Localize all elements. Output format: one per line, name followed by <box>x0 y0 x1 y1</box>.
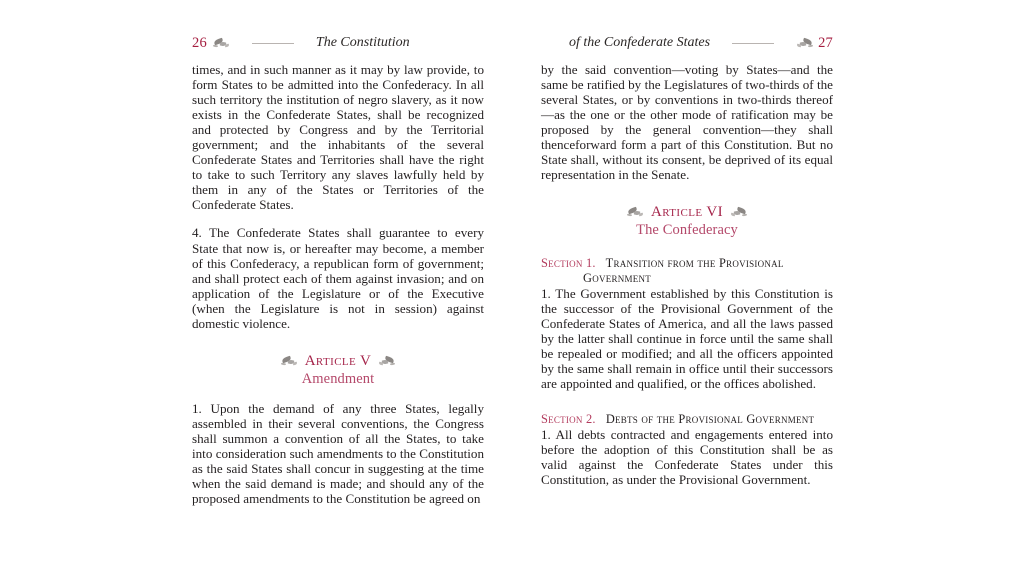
section-title-continuation: Government <box>583 270 651 285</box>
leaf-ornament-icon <box>627 207 644 218</box>
page-number-left: 26 <box>192 34 207 51</box>
section-heading <box>541 256 833 285</box>
running-head-left <box>192 35 410 51</box>
right-column <box>541 62 833 506</box>
leaf-ornament-icon <box>796 38 813 49</box>
head-rule-right <box>732 43 774 44</box>
section-block-2 <box>541 412 833 488</box>
section-heading <box>541 412 833 426</box>
section-label: Section 1. <box>541 256 596 271</box>
page-number-right: 27 <box>818 34 833 51</box>
head-rule-left <box>252 43 294 44</box>
section-label: Section 2. <box>541 411 596 426</box>
leaf-ornament-icon <box>281 356 298 367</box>
text-columns <box>192 62 833 506</box>
paragraph: by the said convention—voting by States—and the same be ratified by the Legislatures of two-thirds of the several States, or by conventions in two-thirds thereof—as the one or the other mode of ratification may be proposed by the general convention—they shall thenceforward form a part of this Constitution. But no State shall, without its consent, be deprived of its equal representation in the Senate. <box>541 62 833 183</box>
article-subtitle: The Confederacy <box>636 222 738 239</box>
section-block-1 <box>541 256 833 391</box>
article-heading-line <box>192 353 484 370</box>
running-head-title-left: The Constitution <box>315 35 410 50</box>
article-subtitle: Amendment <box>301 370 375 387</box>
left-column <box>192 62 484 506</box>
article-title: Article V <box>304 352 372 369</box>
running-head-title-right: of the Confederate States <box>568 35 711 50</box>
section-title: Transition from the Provisional <box>605 256 784 271</box>
running-head <box>192 33 833 53</box>
paragraph: times, and in such manner as it may by law provide, to form States to be admitted into the Confederacy. In all such territory the institution of negro slavery, as it now exists in the Confederate States, shall be recognized and protected by Congress and by the Territorial government; and the inhabitants of the several Confederate States and Territories shall have the right to take to such Territory any slaves lawfully held by them in any of the States or Territories of the Confederate States. <box>192 62 484 213</box>
article-heading-vi <box>541 204 833 239</box>
section-title: Debts of the Provisional Government <box>605 411 815 426</box>
leaf-ornament-icon <box>378 356 395 367</box>
article-heading-line <box>541 204 833 221</box>
paragraph: 1. All debts contracted and engagements entered into before the adoption of this Constitution shall be as valid against the Confederate States under this Constitution, as under the Provisional Government. <box>541 426 833 488</box>
leaf-ornament-icon <box>213 38 230 49</box>
running-head-right <box>569 35 833 51</box>
paragraph: 4. The Confederate States shall guarantee to every State that now is, or hereafter may become, a member of this Confederacy, a republican form of government; and shall protect each of them against invasion; and on application of the Legislature or of the Executive (when the Legislature is not in session) against domestic violence. <box>192 225 484 331</box>
leaf-ornament-icon <box>730 207 747 218</box>
article-heading-v <box>192 353 484 388</box>
article-title: Article VI <box>651 204 723 221</box>
paragraph: 1. The Government established by this Constitution is the successor of the Provisional Government of the Confederate States of America, and all the laws passed by the latter shall continue in force until the same shall be repealed or modified; and all the officers appointed by the same shall remain in office until their successors are appointed and qualified, or the offices abolished. <box>541 286 833 392</box>
paragraph: 1. Upon the demand of any three States, legally assembled in their several conventions, the Congress shall summon a convention of all the States, to take into consideration such amendments to the Constitution as the said States shall concur in suggesting at the time when the said demand is made; and should any of the proposed amendments to the Constitution be agreed on <box>192 400 484 507</box>
